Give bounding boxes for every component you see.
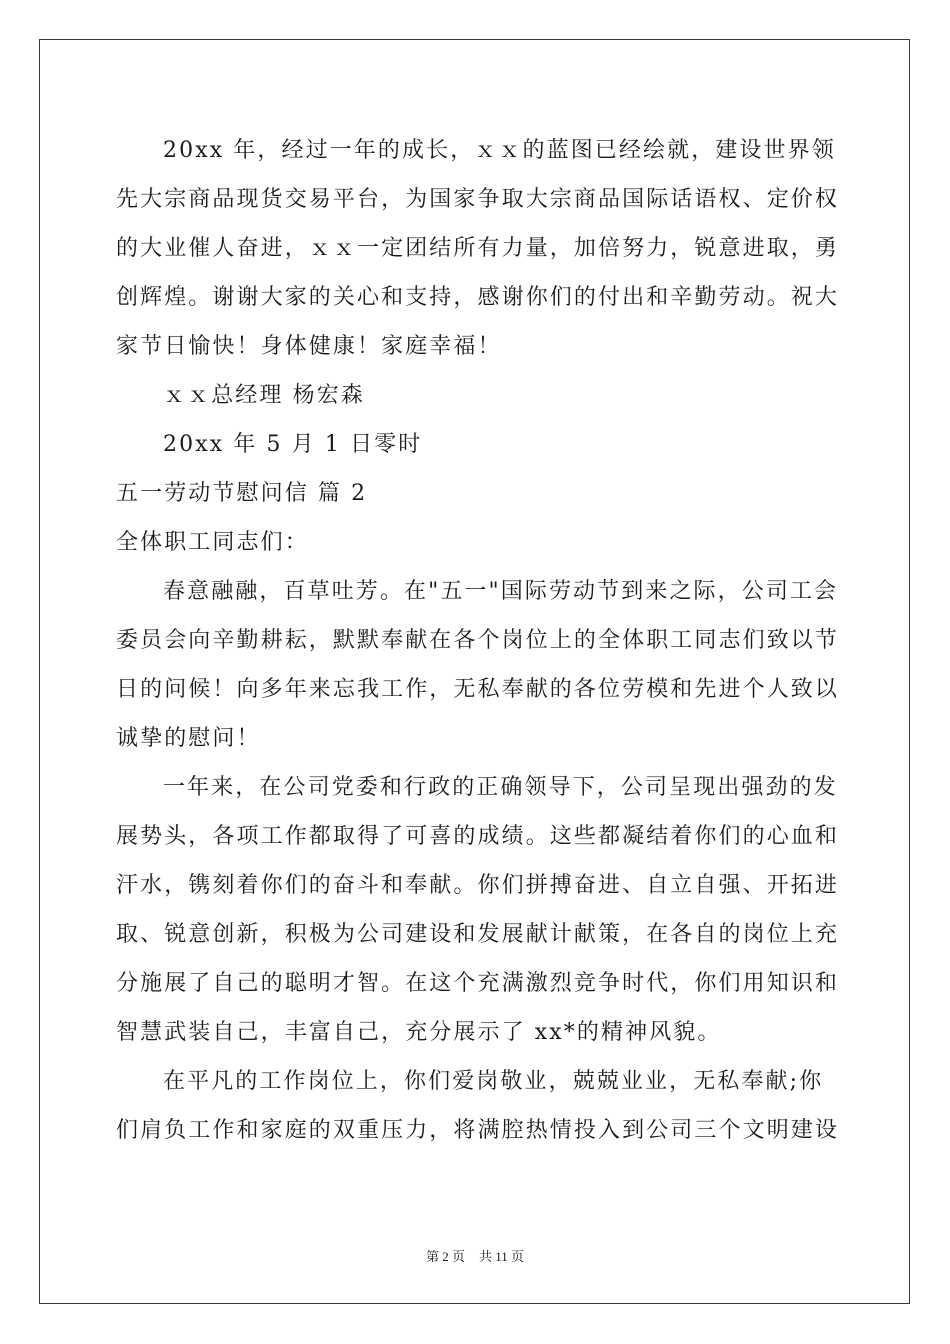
page-footer [0, 1246, 950, 1265]
paragraph-line: 汗水，镌刻着你们的奋斗和奉献。你们拼搏奋进、自立自强、开拓进 [116, 873, 840, 898]
paragraph-line: 日的问候！向多年来忘我工作，无私奉献的各位劳模和先进个人致以 [116, 677, 840, 702]
date-line: 20xx 年 5 月 1 日零时 [163, 432, 423, 457]
paragraph-line: 取、锐意创新，积极为公司建设和发展献计献策，在各自的岗位上充 [116, 922, 840, 947]
paragraph-line: 在平凡的工作岗位上，你们爱岗敬业，兢兢业业，无私奉献;你 [163, 1069, 824, 1094]
section-heading: 五一劳动节慰问信 篇 2 [116, 481, 368, 506]
page-number: 第 2 页 [425, 1249, 465, 1264]
document-body [116, 126, 840, 1155]
paragraph-line: 智慧武装自己，丰富自己，充分展示了 xx*的精神风貌。 [116, 1020, 722, 1045]
paragraph-line: 诚挚的慰问！ [116, 726, 261, 751]
paragraph-line: 20xx 年，经过一年的成长，ｘｘ的蓝图已经绘就，建设世界领 [163, 138, 836, 163]
paragraph-line: 先大宗商品现货交易平台，为国家争取大宗商品国际话语权、定价权 [116, 187, 840, 212]
paragraph-line: 展势头，各项工作都取得了可喜的成绩。这些都凝结着你们的心血和 [116, 824, 840, 849]
paragraph-line: 家节日愉快！身体健康！家庭幸福！ [116, 334, 502, 359]
paragraph-line: 分施展了自己的聪明才智。在这个充满激烈竞争时代，你们用知识和 [116, 971, 840, 996]
paragraph-line: 们肩负工作和家庭的双重压力，将满腔热情投入到公司三个文明建设 [116, 1118, 840, 1143]
paragraph-line: 委员会向辛勤耕耘，默默奉献在各个岗位上的全体职工同志们致以节 [116, 628, 840, 653]
paragraph-line: 一年来，在公司党委和行政的正确领导下，公司呈现出强劲的发 [163, 775, 838, 800]
paragraph-line: 创辉煌。谢谢大家的关心和支持，感谢你们的付出和辛勤劳动。祝大 [116, 285, 840, 310]
page-total: 共 11 页 [478, 1249, 525, 1264]
salutation: 全体职工同志们： [116, 530, 309, 555]
paragraph-line: 春意融融，百草吐芳。在"五一"国际劳动节到来之际，公司工会 [163, 579, 839, 604]
paragraph-line: 的大业催人奋进，ｘｘ一定团结所有力量，加倍努力，锐意进取，勇 [116, 236, 840, 261]
signature-line: ｘｘ总经理 杨宏森 [163, 383, 365, 408]
